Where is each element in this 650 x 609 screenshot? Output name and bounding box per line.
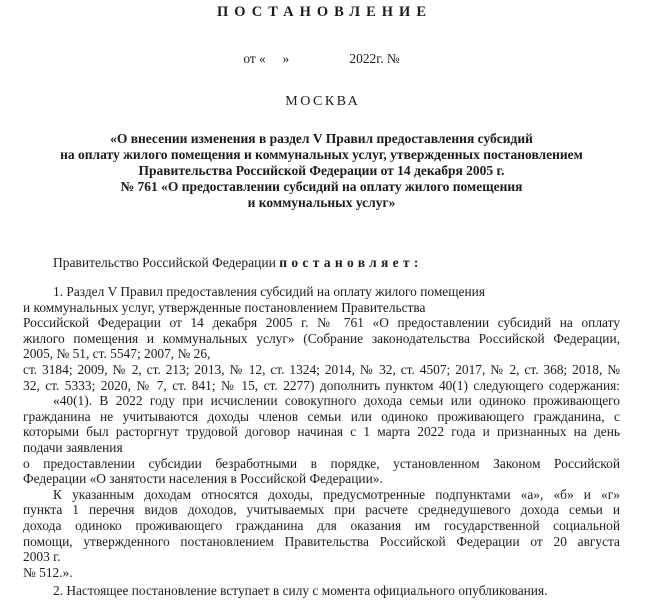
- preamble-resolution-word: постановляет:: [279, 255, 423, 270]
- preamble-line: [23, 255, 620, 271]
- body-text-line: о предоставлении субсидии безработными в порядке, установленном Законом Российской: [23, 455, 620, 471]
- body-text-line: помощи, утвержденного постановлением Правительства Российской Федерации от 20 августа: [23, 533, 620, 549]
- body-text-line: 2003 г.: [23, 549, 61, 565]
- subject-heading-line: и коммунальных услуг»: [247, 195, 396, 210]
- date-number-line: от « » 2022г. №: [243, 51, 400, 66]
- body-text-line: дохода одиноко проживающего гражданина для оказания им государственной социальной: [23, 517, 620, 533]
- body-text-line: 2005, № 51, ст. 5547; 2007, № 26,: [23, 346, 211, 362]
- document-body: [23, 284, 620, 599]
- body-text-line: Федерации «О занятости населения в Российской Федерации».: [23, 471, 383, 487]
- city-line: МОСКВА: [285, 94, 361, 109]
- preamble-text: Правительство Российской Федерации: [53, 255, 280, 270]
- document-kind-title: ПОСТАНОВЛЕНИЕ: [216, 4, 432, 20]
- body-text-line: подачи заявления: [23, 439, 123, 455]
- body-text-line: № 512.».: [23, 564, 73, 580]
- subject-heading: [23, 131, 620, 211]
- body-text-line: пункта 1 перечня видов доходов, учитываемых при расчете среднедушевого дохода семьи и: [23, 502, 620, 518]
- body-text-line: ст. 3184; 2009, № 2, ст. 213; 2013, № 12, ст. 1324; 2014, № 32, ст. 4507; 2017, № 2, ст. 368; 2018, №: [23, 361, 620, 377]
- subject-heading-line: № 761 «О предоставлении субсидий на оплату жилого помещения: [120, 179, 523, 194]
- body-text-line: 1. Раздел V Правил предоставления субсидий на оплату жилого помещения: [53, 284, 485, 299]
- subject-heading-line: на оплату жилого помещения и коммунальных услуг, утвержденных постановлением: [60, 147, 583, 162]
- body-text-line: и коммунальных услуг, утвержденные постановлением Правительства: [23, 299, 426, 315]
- body-text-line: которыми был расторгнут трудовой договор начиная с 1 марта 2022 года и признанных на день: [23, 424, 620, 440]
- body-text-line: К указанным доходам относятся доходы, предусмотренные подпунктами «а», «б» и «г»: [53, 486, 620, 502]
- body-text-line: «40(1). В 2022 году при исчислении совокупного дохода семьи или одиноко проживающего: [53, 393, 620, 409]
- body-text-line: гражданина не учитываются доходы членов семьи или одиноко проживающего гражданина, с: [23, 408, 620, 424]
- body-text-line: Российской Федерации от 14 декабря 2005 г. № 761 «О предоставлении субсидий на оплату: [23, 315, 620, 331]
- body-text-line: 32, ст. 5333; 2020, № 7, ст. 841; № 15, ст. 2277) дополнить пунктом 40(1) следующего содержания:: [23, 377, 620, 393]
- subject-heading-line: «О внесении изменения в раздел V Правил предоставления субсидий: [110, 131, 533, 146]
- body-text-line: жилого помещения и коммунальных услуг» (Собрание законодательства Российской Федерации,: [23, 330, 620, 346]
- subject-heading-line: Правительства Российской Федерации от 14 декабря 2005 г.: [138, 163, 505, 178]
- body-text-line: 2. Настоящее постановление вступает в силу с момента официального опубликования.: [53, 583, 548, 599]
